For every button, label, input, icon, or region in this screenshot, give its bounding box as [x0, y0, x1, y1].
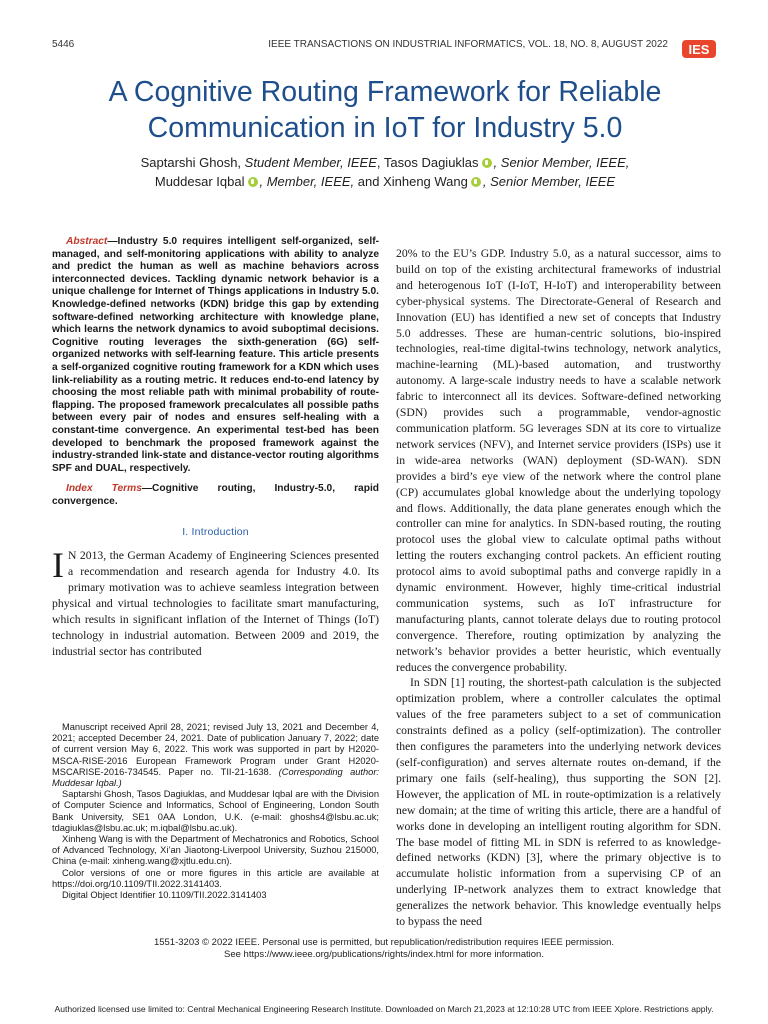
abstract-text: —Industry 5.0 requires intelligent self-organized, self-managed, and self-monitoring applications with ability to analyze and predict the human as well as machine behaviors across interconnected devices. Tackling dynamic network behavior is a unique challenge for Internet of Things applications in Industry 5.0. Knowledge-defined networks (KDN) bridge this gap by extending software-defined networking architecture with knowledge plane, which learns the network dynamics to avoid suboptimal decisions. Cognitive routing leverages the sixth-generation (6G) self-organized networks with self-learning feature. This article presents a self-organized cognitive routing framework for a KDN which uses link-reliability as a routing metric. It reduces end-to-end latency by choosing the most reliable path with minimal probability of route-flapping. The proposed framework precalculates all possible paths between every pair of nodes and ensures self-healing with a constant-time convergence. An experimental test-bed has been developed to benchmark the proposed framework against the industry-stranded link-state and distance-vector routing algorithms SPF and DUAL, respectively. [52, 236, 379, 474]
copyright-notice [0, 937, 768, 961]
index-terms-text: —Cognitive routing, Industry-5.0, rapid convergence. [52, 483, 379, 507]
footnote-text: Manuscript received April 28, 2021; revised July 13, 2021 and December 4, 2021; accepted December 24, 2021. Date of publication January 7, 2022; date of current version May 6, 2022. This work was supported in part by H2020-MSCA-RISE-2016 European Framework Program under Grant H2020-MSCARISE-2016-734545. Paper no. TII-21-1638. [52, 722, 379, 777]
drop-cap: I [52, 545, 64, 586]
footnotes [52, 722, 379, 901]
corresponding-author: (Corresponding author: Muddesar Iqbal.) [52, 766, 380, 789]
author-role: , Member, IEEE, [259, 174, 355, 189]
footnote-color-versions: Color versions of one or more figures in this article are available at https://doi.org/10.1109/TII.2022.3141403. [52, 867, 379, 889]
index-terms-label: Index Terms [66, 483, 142, 495]
right-column [396, 246, 721, 930]
author-role: Student Member, IEEE [244, 155, 377, 170]
footnote-affiliation: Xinheng Wang is with the Department of Mechatronics and Robotics, School of Advanced Technology, Xi’an Jiaotong-Liverpool University, Suzhou 215000, China (e-mail: xinheng.wang@xjtlu.edu.cn). [52, 834, 379, 867]
author-name: Muddesar Iqbal [154, 174, 245, 189]
page-number: 5446 [52, 39, 75, 50]
author-role: , Senior Member, IEEE [482, 174, 616, 189]
author-name: Saptarshi Ghosh, [140, 155, 245, 170]
author-line-2 [40, 172, 730, 191]
author-role: , Senior Member, IEEE, [493, 155, 630, 170]
ies-logo [682, 38, 716, 60]
running-header [52, 39, 668, 55]
index-terms [52, 483, 379, 508]
author-list [40, 153, 730, 191]
intro-text: N 2013, the German Academy of Engineering Sciences presented a recommendation and research agenda for Industry 4.0. Its primary motivation was to achieve seamless integration between physical and virtual technologies to facilitate smart manufacturing, which results in significant inflation of the Internet of Things (IoT) technology in industrial automation. Between 2009 and 2019, the industrial sector has contributed [52, 549, 379, 658]
left-column [52, 236, 379, 660]
copyright-line: 1551-3203 © 2022 IEEE. Personal use is permitted, but republication/redistribution requires IEEE permission. [153, 937, 615, 948]
journal-name: IEEE TRANSACTIONS ON INDUSTRIAL INFORMATICS, VOL. 18, NO. 8, AUGUST 2022 [268, 39, 668, 50]
abstract-label: Abstract [66, 236, 108, 247]
body-paragraph: In SDN [1] routing, the shortest-path calculation is the subjected optimization problem, where a controller calculates the optimal values of the free parameters subject to a set of communication constraints defined as a policy (self-optimization). The controller then configures the parameters into the underlying network devices (self-configuration) and serves alternate routes on-demand, if the primary one fails (self-healing), thus supporting the SON [2]. However, the application of ML in route-optimization is a relatively new domain; at the time of writing this article, there are a handful of works done in developing an intelligent routing algorithm for SDN. The base model of fitting ML in SDN is referred to as knowledge-defined networks (KDN) [3], where the primary objective is to accumulate holistic information from a supervising CP of an underlying IP-network analyzes them to extract knowledge that generalizes the network behavior. This knowledge eventually helps to bypass the need [396, 676, 721, 929]
intro-paragraph [52, 545, 379, 659]
footnote-doi: Digital Object Identifier 10.1109/TII.2022.3141403 [62, 890, 267, 901]
author-line-1 [40, 153, 730, 172]
section-heading-introduction: I. Introduction [182, 526, 249, 539]
abstract [52, 236, 379, 475]
footnote-manuscript [52, 722, 379, 789]
author-name: and Xinheng Wang [354, 174, 468, 189]
orcid-icon[interactable] [482, 158, 492, 168]
author-name: , Tasos Dagiuklas [376, 155, 479, 170]
orcid-icon[interactable] [471, 177, 481, 187]
body-paragraph: 20% to the EU’s GDP. Industry 5.0, as a natural successor, aims to build on top of the existing architectural frameworks of industrial and heterogenous IoT (I-IoT, H-IoT) and interoperability between cyber-physical systems. The Directorate-General of Research and Innovation (EU) has identified a new set of concepts that Industry 5.0 addresses. These are human-centric solutions, bio-inspired technologies, real-time digital-twins technology, network analytics, machine-learning (ML)-based automation, and trustworthy autonomy. A large-scale industry needs to have a scalable network fabric to interconnect all its devices. Software-defined networking (SDN) provides such a programmable, vendor-agnostic communication platform. 5G leverages SDN at its core to virtualize network services (NFV), and Internet service providers (ISPs) use it in wide-area networks (WAN) deployment (SD-WAN). SDN provides a bird’s eye view of the network where the control plane (CP) accumulates global knowledge about the underlying topology and flows. Additionally, the data plane generates enough which the controller can mine for analytics. In SDN-based routing, the routing protocol uses the global view to calculate optimal paths without letting the routers exchanging control packets. An efficient routing protocol aims to avoid suboptimal paths and converge rapidly in a dynamic environment. However, highly time-critical industrial communication systems, such as IoT infrastructure for manufacturing plants, cannot tolerate delays due to routing protocol convergence. Therefore, routing optimization by analyzing the network’s behavior provides a better heuristic, which eventually reduces the convergence probability. [396, 247, 721, 674]
logo-text: IES [688, 42, 710, 57]
license-notice: Authorized licensed use limited to: Central Mechanical Engineering Research Institute. Downloaded on March 21,2023 at 12:10:28 UTC from IEEE Xplore. Restrictions apply. [54, 1004, 714, 1014]
copyright-link[interactable]: See https://www.ieee.org/publications/rights/index.html for more information. [224, 949, 544, 960]
footnote-affiliation: Saptarshi Ghosh, Tasos Dagiuklas, and Muddesar Iqbal are with the Division of Computer Science and Informatics, School of Engineering, London South Bank University, SE1 0AA London, U.K. (e-mail: ghoshs4@lsbu.ac.uk; tdagiuklas@lsbu.ac.uk; m.iqbal@lsbu.ac.uk). [52, 789, 379, 833]
orcid-icon[interactable] [248, 177, 258, 187]
paper-title: A Cognitive Routing Framework for Reliable Communication in IoT for Industry 5.0 [108, 76, 662, 144]
